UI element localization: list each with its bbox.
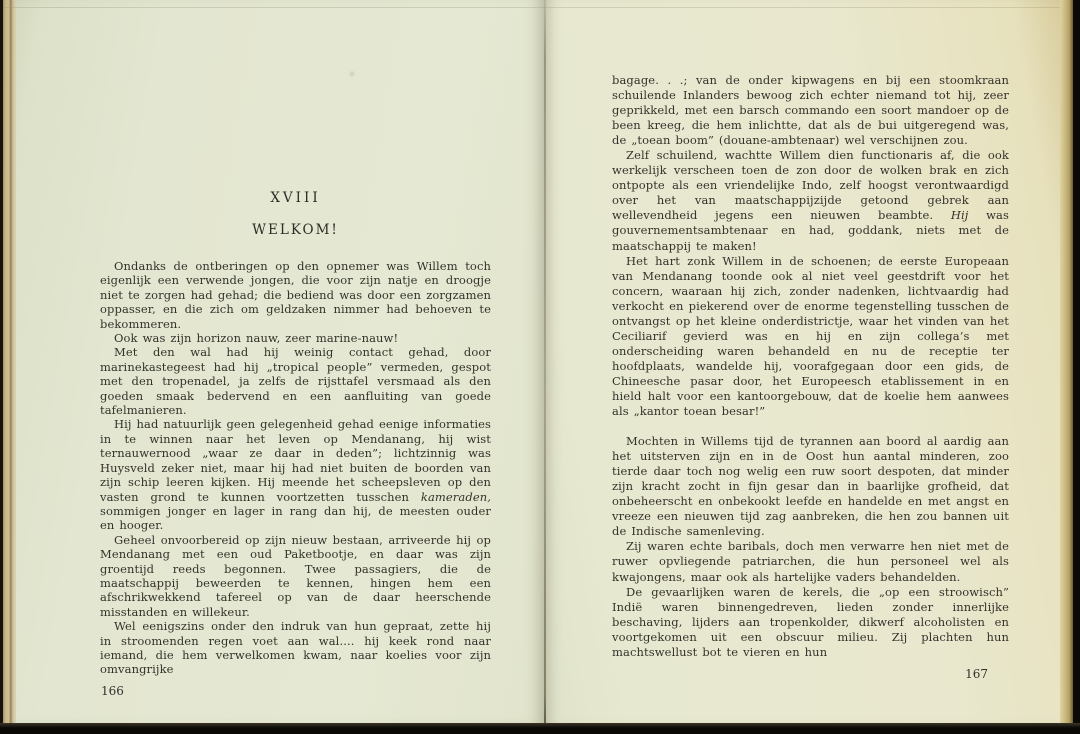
page-number-left: 166 [101, 683, 124, 698]
chapter-title: WELKOM! [252, 222, 339, 238]
left-page-body [100, 259, 491, 677]
book-cover-edge-bottom [0, 723, 1080, 734]
paragraph: De gevaarlijken waren de kerels, die „op een stroowisch” Indië waren binnengedreven, lieden zonder innerlijke beschaving, lijders aan tropenkolder, dikwerf alcoholisten en voortgekomen uit een obscuur milieu. Zij plachten hun machtswellust bot te vieren en hun [612, 584, 1009, 659]
page-stack-edge-left [3, 0, 16, 724]
paragraph: Wel eenigszins onder den indruk van hun gepraat, zette hij in stroomenden regen voet aan wal.... hij keek rond naar iemand, die hem verwelkomen kwam, naar koelies voor zijn omvangrijke [100, 619, 491, 677]
book-cover-edge-right [1073, 0, 1080, 734]
gutter-shadow [544, 0, 546, 723]
right-page-text-column [612, 73, 1009, 681]
paragraph: Hij had natuurlijk geen gelegenheid gehad eenige informaties in te winnen naar het leven op Mendanang, hij wist ternauwernood „waar ze daar in deden”; lichtzinnig was Huysveld zeker niet, maar hij had niet buiten de boorden van zijn schip leeren kijken. Hij meende het scheepsleven op den vasten grond te kunnen voortzetten tusschen kameraden, sommigen jonger en lager in rang dan hij, de meesten ouder en hooger. [100, 417, 492, 533]
paragraph: Ondanks de ontberingen op den opnemer was Willem toch eigenlijk een verwende jongen, die voor zijn natje en droogje niet te zorgen had gehad; die bediend was door een zorgzamen oppasser, en die zich om geldzaken nimmer had behoeven te bekommeren. [100, 259, 491, 331]
left-page-text-column [100, 190, 491, 698]
top-page-crease [3, 7, 1060, 8]
paragraph: Ook was zijn horizon nauw, zeer marine-nauw! [114, 331, 399, 346]
paragraph: Zij waren echte baribals, doch men verwarre hen niet met de ruwer opvliegende patriarchen, die hun personeel wel als kwajongens, maar ook als hartelijke vaders behandelden. [612, 539, 1009, 584]
chapter-number: XVIII [270, 190, 321, 206]
stain-spot [350, 72, 354, 76]
paragraph: bagage. . .; van de onder kipwagens en bij een stoomkraan schuilende Inlanders bewoog zich echter niemand tot hij, zeer geprikkeld, met een barsch commando een soort mandoer op de been kreeg, die hem inlichtte, dat als de bui uitgeregend was, de „toean boom” (douane-ambtenaar) wel verschijnen zou. [612, 73, 1009, 148]
right-page-body [612, 73, 1009, 660]
paragraph: Mochten in Willems tijd de tyrannen aan boord al aardig aan het uitsterven zijn en in de Oost hun aantal minderen, zoo tierde daar toch nog welig een ruw soort despoten, dat minder zijn kracht zocht in fijn gesar dan in baarlijke grofheid, dat onbeheerscht en onbekookt leefde en handelde en met angst en vreeze een nieuwen tijd zag aanbreken, die hen zou bannen uit de Indische samenleving. [612, 434, 1009, 539]
paragraph: Het hart zonk Willem in de schoenen; de eerste Europeaan van Mendanang toonde ook al niet veel geestdrift voor het concern, waaraan hij zich, zonder nadenken, lichtvaardig had verkocht en piekerend over de enorme tegenstelling tusschen de ontvangst op het kleine onderdistrictje, waar het vinden van het Ceciliarif gevierd was en hij en zijn collega’s met onderscheiding waren behandeld en nu de receptie ter hoofdplaats, wandelde hij, voorafgegaan door een gids, de Chineesche pasar door, het Europeesch etablissement in en hield halt voor een kantoorgebouw, dat de koelie hem aanwees als „kantor toean besar!” [612, 253, 1009, 419]
page-number-right: 167 [965, 666, 988, 681]
paragraph: Zelf schuilend, wachtte Willem dien functionaris af, die ook werkelijk verscheen toen de zon door de wolken brak en zich ontpopte als een vriendelijke Indo, zelf hoogst verontwaardigd over het van maatschappijzijde getoond gebrek aan wellevendheid jegens een nieuwen beambte. Hij was gouvernementsambtenaar en had, goddank, niets met de maatschappij te maken! [612, 148, 1010, 253]
page-stack-edge-right [1060, 0, 1073, 724]
paragraph: Geheel onvoorbereid op zijn nieuw bestaan, arriveerde hij op Mendanang met een oud Paketbootje, en daar was zijn groentijd reeds begonnen. Twee passagiers, die de maatschappij beweerden te kennen, hingen hem een afschrikwekkend tafereel op van de daar heerschende misstanden en willekeur. [100, 532, 491, 619]
paragraph: Met den wal had hij weinig contact gehad, door marinekastegeest had hij „tropical people” vermeden, gespot met den tropenadel, ja zelfs de rijsttafel versmaad als den goeden smaak bedervend en een aanfluiting van goede tafelmanieren. [100, 345, 491, 418]
